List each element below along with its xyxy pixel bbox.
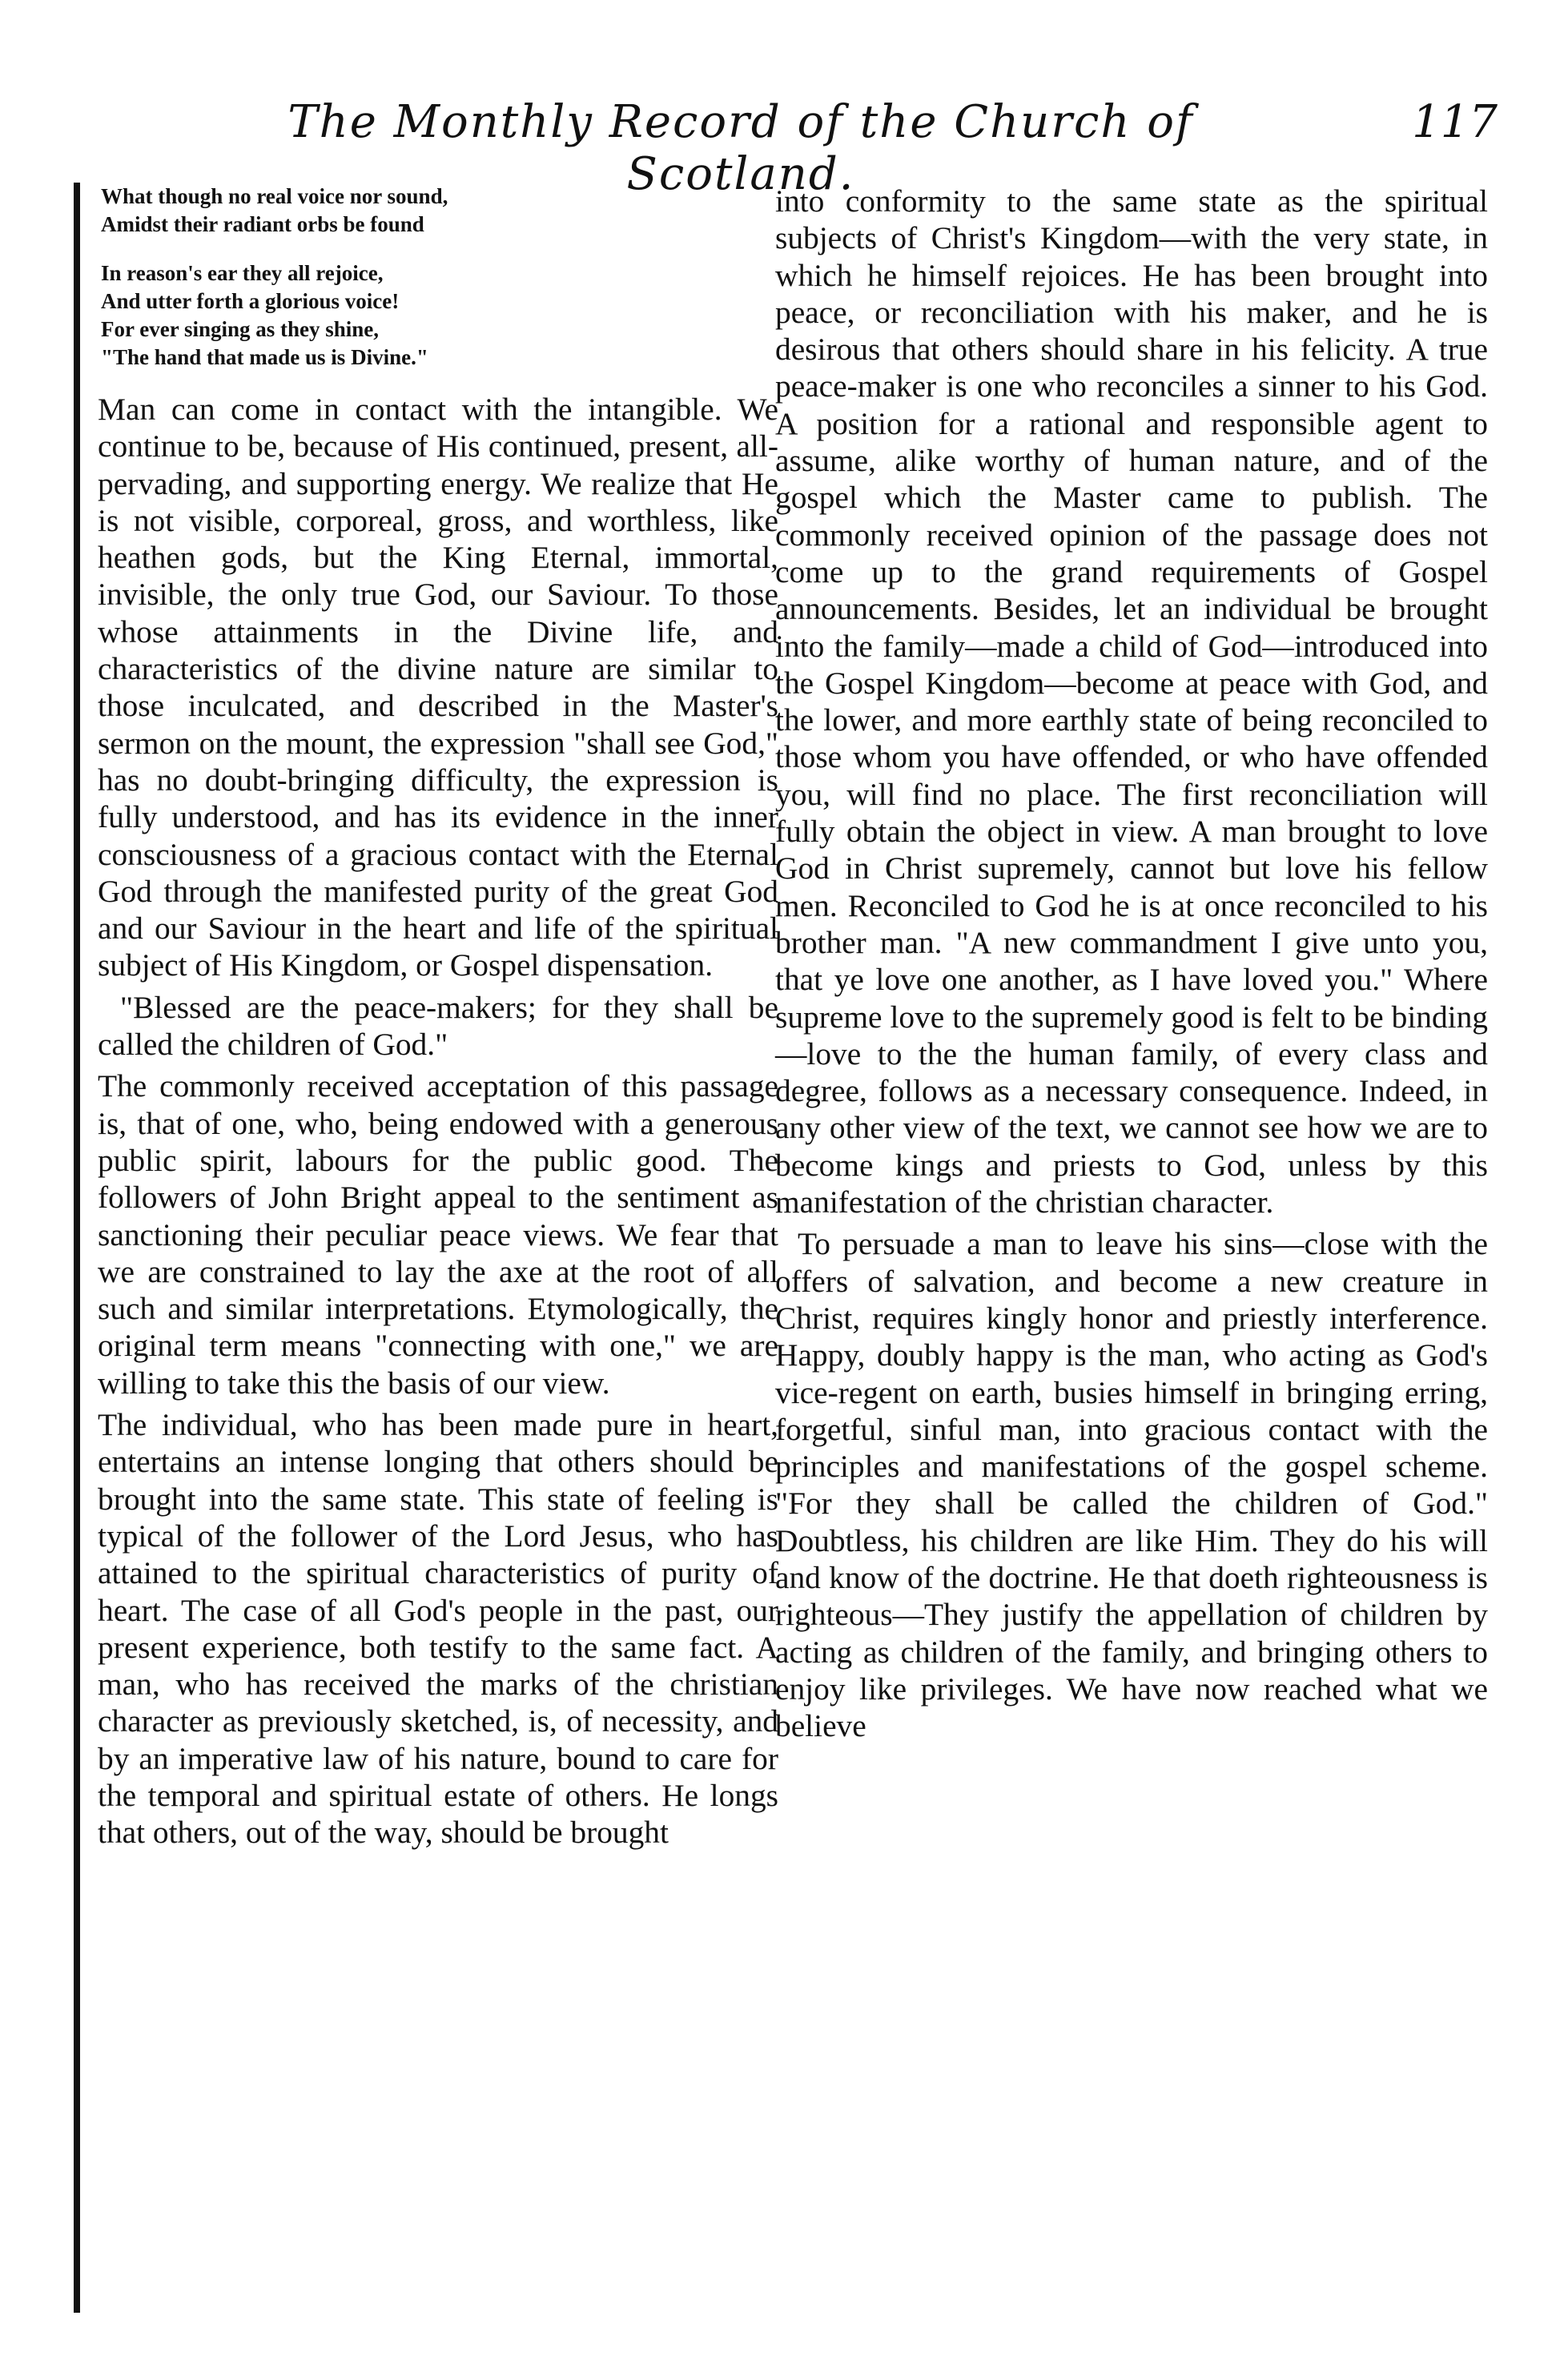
poem-stanza [98,183,778,372]
stanza-gap [101,239,778,259]
poem-line: And utter forth a glorious voice! [101,289,400,313]
paragraph: into conformity to the same state as the spiritual subjects of Christ's Kingdom—with the very state, in which he himself rejoices. He has been brought into peace, or reconciliation with his maker, and he is desirous that others should share in his felicity. A true peace-maker is one who reconciles a sinner to his God. A position for a rational and responsible agent to assume, alike worthy of human nature, and of the gospel which the Master came to publish. The commonly received opinion of the passage does not come up to the grand requirements of Gospel announcements. Besides, let an individual be brought into the family—made a child of God—introduced into the Gospel Kingdom—become at peace with God, and the lower, and more earthly state of being reconciled to those whom you have offended, or who have offended you, will find no place. The first reconciliation will fully obtain the object in view. A man brought to love God in Christ supremely, cannot but love his fellow men. Reconciled to God he is at once reconciled to his brother man. "A new commandment I give unto you, that ye love one another, as I have loved you." Where supreme love to the supremely good is felt to be binding—love to the the human family, of every class and degree, follows as a necessary consequence. Indeed, in any other view of the text, we cannot see how we are to become kings and priests to God, unless by this manifestation of the christian character. [775,183,1488,1220]
poem-line: What though no real voice nor sound, [101,184,448,208]
paragraph: The commonly received acceptation of this passage is, that of one, who, being endowed with a generous public spirit, labours for the public good. The followers of John Bright appeal to the sentiment as sanctioning their peculiar peace views. We fear that we are constrained to lay the axe at the root of all such and similar interpretations. Etymologically, the original term means "connecting with one," we are willing to take this the basis of our view. [98,1068,778,1401]
poem-line: In reason's ear they all rejoice, [101,261,384,285]
running-title: The Monthly Record of the Church of Scotland. [287,96,1194,200]
paragraph-quote: "Blessed are the peace-makers; for they shall be called the children of God." [98,989,778,1063]
poem-line: Amidst their radiant orbs be found [101,212,424,236]
paragraph: The individual, who has been made pure in heart, entertains an intense longing that others should be brought into the same state. This state of feeling is typical of the follower of the Lord Jesus, who has attained to the spiritual characteristics of purity of heart. The case of all God's people in the past, our present experience, both testify to the same fact. A man, who has received the marks of the christian character as previously sketched, is, of necessity, and by an imperative law of his nature, bound to care for the temporal and spiritual estate of others. He longs that others, out of the way, should be brought [98,1407,778,1851]
page-header [200,96,1498,200]
poem-line: "The hand that made us is Divine." [101,345,428,369]
paragraph: To persuade a man to leave his sins—close with the offers of salvation, and become a new creature in Christ, requires kingly honor and priestly interference. Happy, doubly happy is the man, who acting as God's vice-regent on earth, busies himself in bringing erring, forgetful, sinful man, into gracious contact with the principles and manifestations of the gospel scheme. "For they shall be called the children of God." Doubtless, his children are like Him. They do his will and know of the doctrine. He that doeth righteousness is righteous—They justify the appellation of children by acting as children of the family, and bringing others to enjoy like privileges. We have now reached what we believe [775,1226,1488,1744]
page-number: 117 [1412,96,1498,148]
poem-line: For ever singing as they shine, [101,317,380,341]
left-column [74,183,778,2313]
paragraph: Man can come in contact with the intangible. We continue to be, because of His continued, present, all-pervading, and supporting energy. We realize that He is not visible, corporeal, gross, and worthless, like heathen gods, but the King Eternal, immortal, invisible, the only true God, our Saviour. To those whose attainments in the Divine life, and characteristics of the divine nature are similar to those inculcated, and described in the Master's sermon on the mount, the expression "shall see God," has no doubt-bringing difficulty, the expression is fully understood, and has its evidence in the inner consciousness of a gracious contact with the Eternal God through the manifested purity of the great God and our Saviour in the heart and life of the spiritual subject of His Kingdom, or Gospel dispensation. [98,392,778,983]
right-column [775,183,1488,1749]
